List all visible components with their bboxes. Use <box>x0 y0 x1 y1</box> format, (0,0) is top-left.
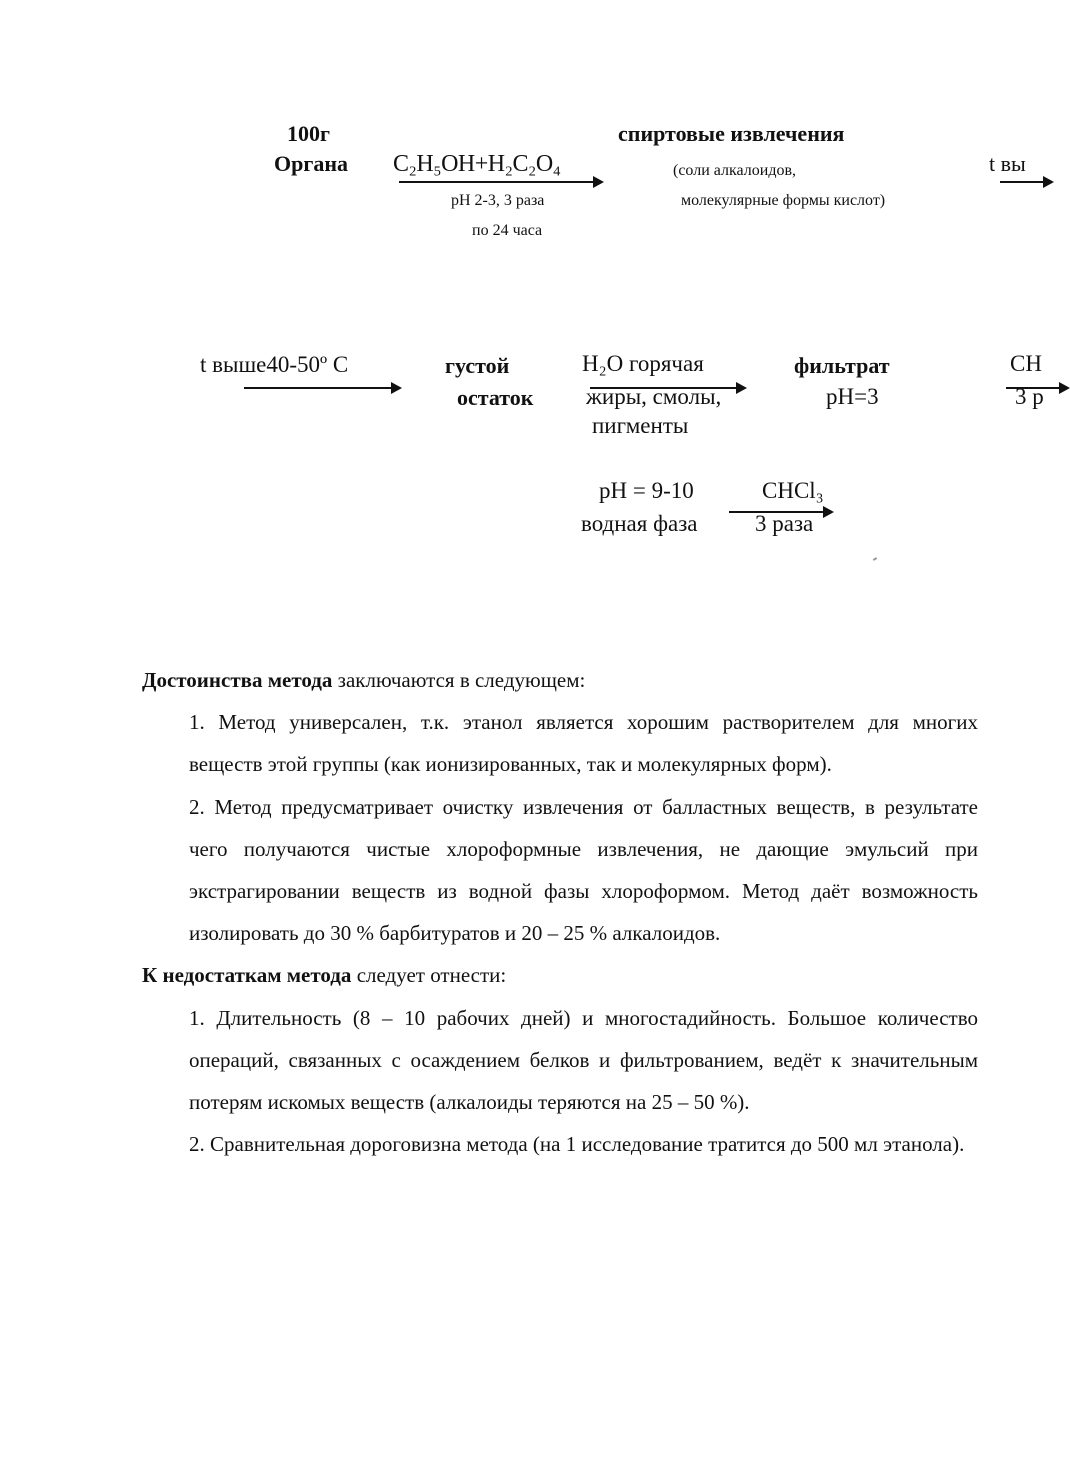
ph-label: рН = 9-10 <box>599 478 694 503</box>
reagent1-condition-a: рН 2-3, 3 раза <box>451 192 545 209</box>
advantage-1: 1. Метод универсален, т.к. этанол является хорошим растворителем для многих веществ этой группы (как ионизированных, так и молекулярных форм). <box>189 710 978 777</box>
disadvantage-1: 1. Длительность (8 – 10 рабочих дней) и многостадийность. Большое количество операций, связанных с осаждением белков и фильтрованием, ведёт к значительным потерям искомых веществ (алкалоиды теряются на 25 – 50 %). <box>189 1005 978 1115</box>
water-label: H₂O горячая <box>582 351 704 376</box>
extract-note-b: молекулярные формы кислот) <box>681 192 886 209</box>
chcl3-condition: 3 раза <box>755 511 814 536</box>
residue-a: густой <box>445 353 510 378</box>
organ-mass: 100г <box>287 121 330 146</box>
disadvantages-heading-rest: следует отнести: <box>351 963 507 988</box>
filtrate-a: фильтрат <box>794 353 890 378</box>
residue-b: остаток <box>457 385 534 410</box>
document-text <box>142 659 978 1165</box>
advantages-heading-bold: Достоинства метода <box>142 668 333 692</box>
water-condition-b: пигменты <box>592 413 689 438</box>
reagent1-condition-b: по 24 часа <box>472 222 543 239</box>
arrow-cut-top <box>1000 181 1050 183</box>
advantages-heading-rest: заключаются в следующем: <box>332 668 586 692</box>
cut-top-right: t вы <box>989 151 1026 176</box>
organ-label: Органа <box>274 151 349 176</box>
water-condition-a: жиры, смолы, <box>586 384 722 409</box>
temp-condition: t выше40-50º С <box>200 352 349 377</box>
advantages-heading <box>142 659 978 701</box>
aqueous-label: водная фаза <box>581 511 698 536</box>
disadvantages-heading <box>142 954 978 996</box>
cut-right-b: 3 р <box>1015 384 1044 409</box>
extract-note-a: (соли алкалоидов, <box>673 162 797 179</box>
stray-mark <box>873 557 877 561</box>
disadvantages-heading-bold: К недостаткам метода <box>142 963 352 988</box>
cut-right-a: CH <box>1010 351 1042 376</box>
arrow-1 <box>399 181 600 183</box>
chcl3-label: CHCl₃ <box>762 478 824 503</box>
arrow-2 <box>244 387 398 389</box>
extract-title: спиртовые извлечения <box>618 121 845 146</box>
advantage-2: 2. Метод предусматривает очистку извлечения от балластных веществ, в результате чего получаются чистые хлороформные извлечения, не дающие эмульсий при экстрагировании веществ из водной фазы хлороформом. Метод даёт возможность изолировать до 30 % барбитуратов и 20 – 25 % алкалоидов. <box>189 794 978 946</box>
disadvantage-2: 2. Сравнительная дороговизна метода (на 1 исследование тратится до 500 мл этанола). <box>189 1132 965 1157</box>
reagent1-formula: C₂H₅OH+H₂C₂O₄ <box>393 151 561 177</box>
filtrate-b: рН=3 <box>826 384 879 409</box>
